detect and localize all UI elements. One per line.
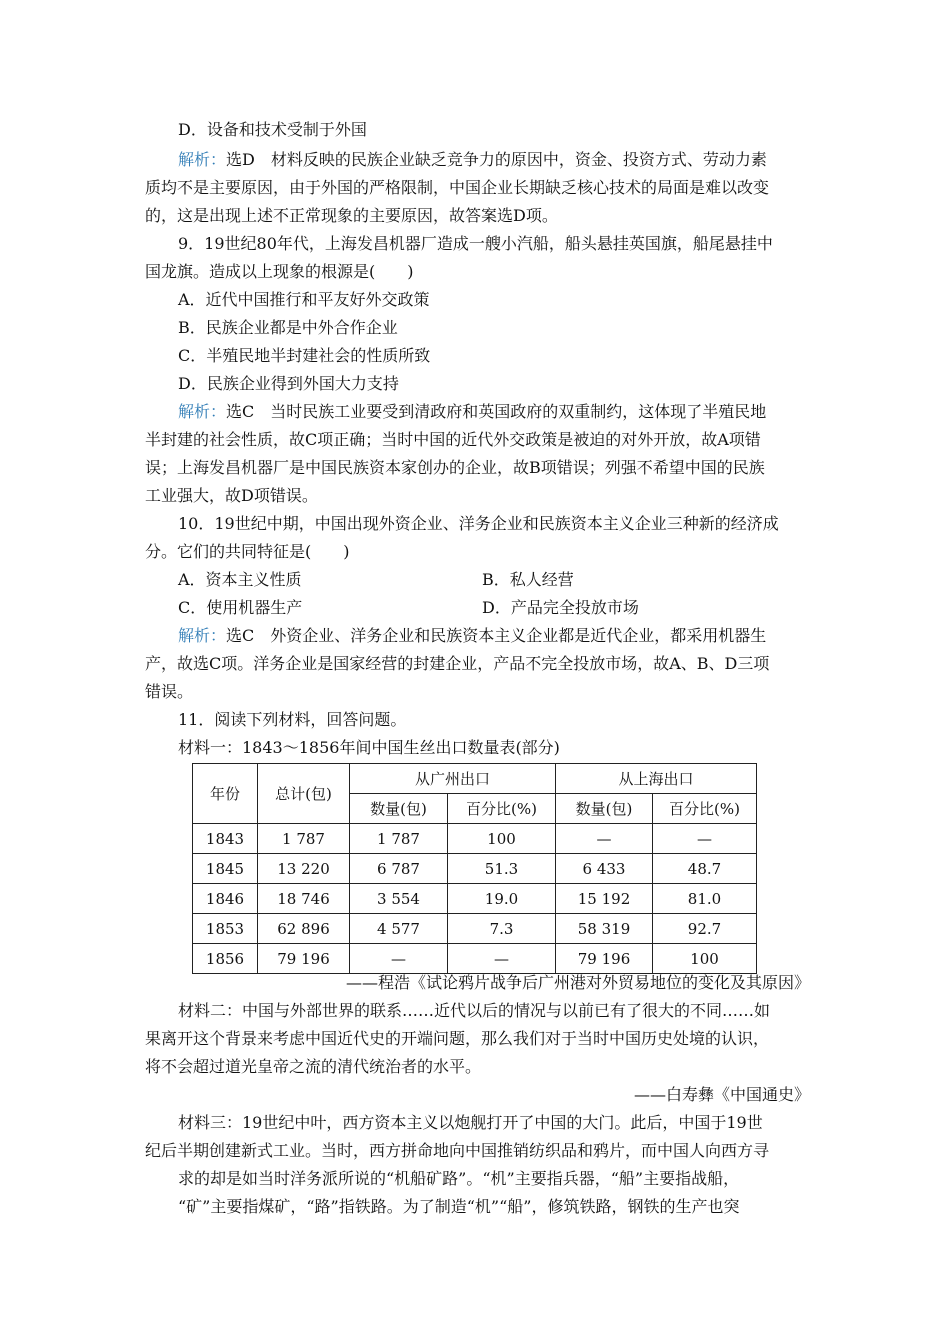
q9-analysis-line: 半封建的社会性质，故C项正确；当时中国的近代外交政策是被迫的对外开放，故A项错 [145,430,761,449]
material-3-line: 求的却是如当时洋务派所说的“机船矿路”。“机”主要指兵器，“船”主要指战船， [178,1169,740,1188]
q11-stem: 11．阅读下列材料，回答问题。 [178,710,407,729]
header-guangzhou: 从广州出口 [350,764,556,794]
q9-stem: 9．19世纪80年代，上海发昌机器厂造成一艘小汽船，船头悬挂英国旗，船尾悬挂中 [178,234,773,253]
q8-analysis-line: 的，这是出现上述不正常现象的主要原因，故答案选D项。 [145,206,558,225]
q10-option-d: D．产品完全投放市场 [482,598,639,617]
q10-analysis-line: 解析：选C 外资企业、洋务企业和民族资本主义企业都是近代企业，都采用机器生 [178,626,767,645]
material-3-line: 材料三：19世纪中叶，西方资本主义以炮舰打开了中国的大门。此后，中国于19世 [178,1113,763,1132]
q9-option-a: A．近代中国推行和平友好外交政策 [178,290,430,309]
table-cell: 51.3 [448,854,556,884]
material-2-line: 将不会超过道光皇帝之流的清代统治者的水平。 [145,1057,482,1076]
table-cell: 79 196 [258,944,350,974]
header-total: 总计(包) [258,764,350,824]
table-cell: 92.7 [653,914,757,944]
q9-analysis-line: 解析：选C 当时民族工业要受到清政府和英国政府的双重制约，这体现了半殖民地 [178,402,767,421]
q9-analysis-line: 误；上海发昌机器厂是中国民族资本家创办的企业，故B项错误；列强不希望中国的民族 [145,458,765,477]
material-2-line: 果离开这个背景来考虑中国近代史的开端问题，那么我们对于当时中国历史处境的认识， [145,1029,770,1048]
header-year: 年份 [193,764,258,824]
header-qty: 数量(包) [350,794,448,824]
analysis-label: 解析： [178,150,227,169]
table-cell: 1843 [193,824,258,854]
table-cell: 1 787 [350,824,448,854]
analysis-label: 解析： [178,626,227,645]
header-shanghai: 从上海出口 [556,764,757,794]
table-cell: 1 787 [258,824,350,854]
q10-option-a: A．资本主义性质 [178,570,302,589]
q8-analysis-line: 质均不是主要原因，由于外国的严格限制，中国企业长期缺乏核心技术的局面是难以改变 [145,178,770,197]
header-pct: 百分比(%) [653,794,757,824]
material-2-source: ——白寿彝《中国通史》 [633,1085,810,1104]
table-cell: 4 577 [350,914,448,944]
q10-option-b: B．私人经营 [482,570,574,589]
q9-option-b: B．民族企业都是中外合作企业 [178,318,398,337]
table-cell: 100 [448,824,556,854]
q8-option-d: D．设备和技术受制于外国 [178,120,367,139]
header-qty: 数量(包) [556,794,653,824]
table-row [193,884,757,914]
table-cell: 48.7 [653,854,757,884]
table-cell: 6 433 [556,854,653,884]
q9-analysis-line: 工业强大，故D项错误。 [145,486,318,505]
table-cell: 1845 [193,854,258,884]
table-row [193,914,757,944]
table-cell: 7.3 [448,914,556,944]
table-cell: — [556,824,653,854]
table-row [193,854,757,884]
silk-export-table [192,763,757,974]
q10-analysis-line: 错误。 [145,682,194,701]
q10-option-c: C．使用机器生产 [178,598,303,617]
table-cell: 1846 [193,884,258,914]
q10-analysis-line: 产，故选C项。洋务企业是国家经营的封建企业，产品不完全投放市场，故A、B、D三项 [145,654,770,673]
q8-analysis-line: 解析：选D 材料反映的民族企业缺乏竞争力的原因中，资金、投资方式、劳动力素 [178,150,767,169]
table-cell: 19.0 [448,884,556,914]
q9-option-c: C．半殖民地半封建社会的性质所致 [178,346,431,365]
material-1-title: 材料一：1843～1856年间中国生丝出口数量表(部分) [178,738,560,757]
material-2-line: 材料二：中国与外部世界的联系……近代以后的情况与以前已有了很大的不同……如 [178,1001,771,1020]
table-row [193,824,757,854]
q9-option-d: D．民族企业得到外国大力支持 [178,374,399,393]
table-cell: — [350,944,448,974]
table-cell: 100 [653,944,757,974]
table-cell: 13 220 [258,854,350,884]
q10-stem: 分。它们的共同特征是( ) [145,542,350,561]
table-row [193,944,757,974]
material-3-line: 纪后半期创建新式工业。当时，西方拼命地向中国推销纺织品和鸦片，而中国人向西方寻 [145,1141,770,1160]
table-cell: 6 787 [350,854,448,884]
table-cell: — [653,824,757,854]
material-1-source: ——程浩《试论鸦片战争后广州港对外贸易地位的变化及其原因》 [345,973,810,992]
table-cell: 15 192 [556,884,653,914]
table-cell: 3 554 [350,884,448,914]
analysis-label: 解析： [178,402,227,421]
material-3-line: “矿”主要指煤矿，“路”指铁路。为了制造“机”“船”，修筑铁路，钢铁的生产也突 [178,1197,740,1216]
table-cell: — [448,944,556,974]
table-cell: 1856 [193,944,258,974]
table-cell: 79 196 [556,944,653,974]
table-cell: 58 319 [556,914,653,944]
q9-stem: 国龙旗。造成以上现象的根源是( ) [145,262,414,281]
header-pct: 百分比(%) [448,794,556,824]
table-cell: 81.0 [653,884,757,914]
table-cell: 1853 [193,914,258,944]
table-cell: 18 746 [258,884,350,914]
table-cell: 62 896 [258,914,350,944]
q10-stem: 10．19世纪中期，中国出现外资企业、洋务企业和民族资本主义企业三种新的经济成 [178,514,779,533]
